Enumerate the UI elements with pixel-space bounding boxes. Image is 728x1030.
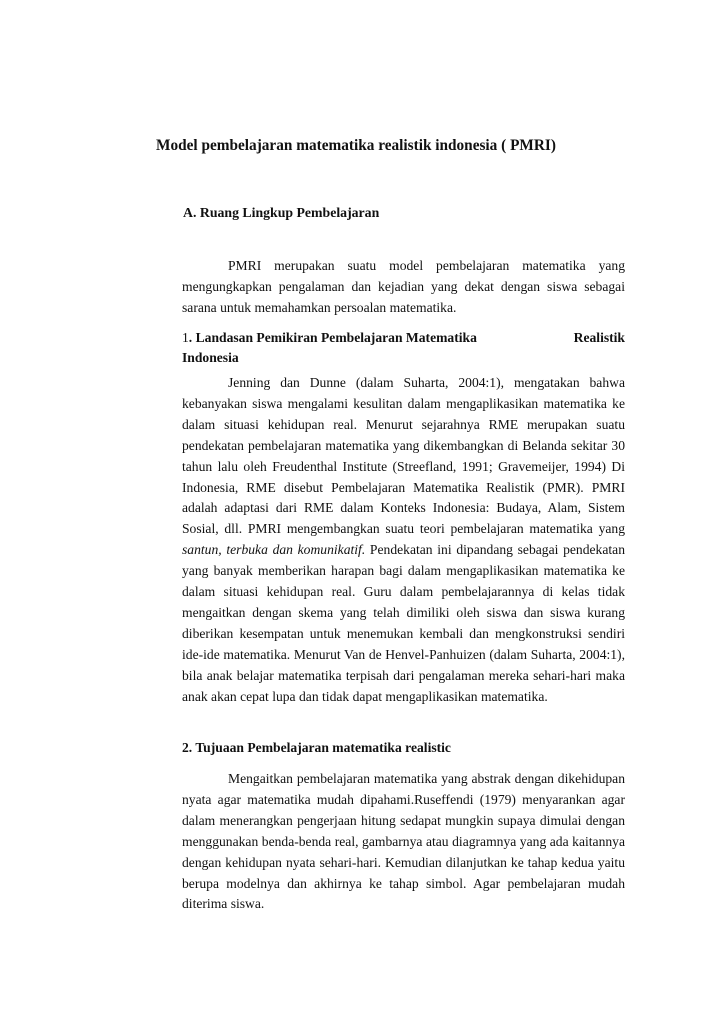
- subsection-1-paragraph-part1: Jenning dan Dunne (dalam Suharta, 2004:1), mengatakan bahwa kebanyakan siswa mengalami kesulitan dalam mengaplikasikan matematika ke dalam situasi kehidupan real. Menurut sejarahnya RME merupakan suatu pendekatan pembelajaran matematika yang dikembangkan di Belanda sekitar 30 tahun lalu oleh Freudenthal Institute (Streefland, 1991; Gravemeijer, 1994) Di Indonesia, RME disebut Pembelajaran Matematika Realistik (PMR). PMRI adalah adaptasi dari RME dalam Konteks Indonesia: Budaya, Alam, Sistem Sosial, dll. PMRI mengembangkan suatu teori pembelajaran matematika yang: [182, 375, 625, 537]
- subsection-1-heading-text: . Landasan Pemikiran Pembelajaran Matematika: [188, 330, 477, 345]
- subsection-1-paragraph: [182, 373, 625, 708]
- subsection-1-heading: [182, 328, 625, 368]
- subsection-1-body: [182, 373, 625, 708]
- subsection-2-heading: 2. Tujuaan Pembelajaran matematika realistic: [182, 740, 451, 755]
- subsection-1-heading-right: Realistik: [573, 330, 625, 345]
- subsection-1-heading-line2: Indonesia: [182, 350, 239, 365]
- section-a-body: [182, 256, 625, 319]
- subsection-2-body: [182, 769, 625, 915]
- subsection-1-heading-line1: [182, 328, 625, 348]
- document-title: Model pembelajaran matematika realistik indonesia ( PMRI): [156, 137, 556, 154]
- section-a-paragraph: PMRI merupakan suatu model pembelajaran matematika yang mengungkapkan pengalaman dan kejadian yang dekat dengan siswa sebagai sarana untuk memahamkan persoalan matematika.: [182, 258, 625, 315]
- subsection-2-paragraph: Mengaitkan pembelajaran matematika yang abstrak dengan dikehidupan nyata agar matematika mudah dipahami.Ruseffendi (1979) menyarankan agar dalam menerangkan pengerjaan hitung sedapat mungkin supaya dimulai dengan menggunakan benda-benda real, gambarnya atau diagramnya yang ada kaitannya dengan kehidupan nyata sehari-hari. Kemudian dilanjutkan ke tahap kedua yaitu berupa modelnya dan akhirnya ke tahap simbol. Agar pembelajaran mudah diterima siswa.: [182, 771, 625, 912]
- subsection-1-number: 1: [182, 330, 189, 345]
- subsection-1-heading-left: [182, 328, 477, 348]
- section-a-heading: A. Ruang Lingkup Pembelajaran: [183, 205, 380, 220]
- subsection-1-paragraph-part2: Pendekatan ini dipandang sebagai pendekatan yang banyak memberikan harapan bagi dalam mengaplikasikan matematika ke dalam situasi kehidupan real. Guru dalam pembelajarannya di kelas tidak mengaitkan dengan skema yang telah dimiliki oleh siswa dan siswa kurang diberikan kesempatan untuk menemukan kembali dan mengkonstruksi sendiri ide-ide matematika. Menurut Van de Henvel-Panhuizen (dalam Suharta, 2004:1), bila anak belajar matematika terpisah dari pengalaman mereka sehari-hari maka anak akan cepat lupa dan tidak dapat mengaplikasikan matematika.: [182, 542, 625, 704]
- subsection-1-paragraph-italic: santun, terbuka dan komunikatif.: [182, 542, 366, 558]
